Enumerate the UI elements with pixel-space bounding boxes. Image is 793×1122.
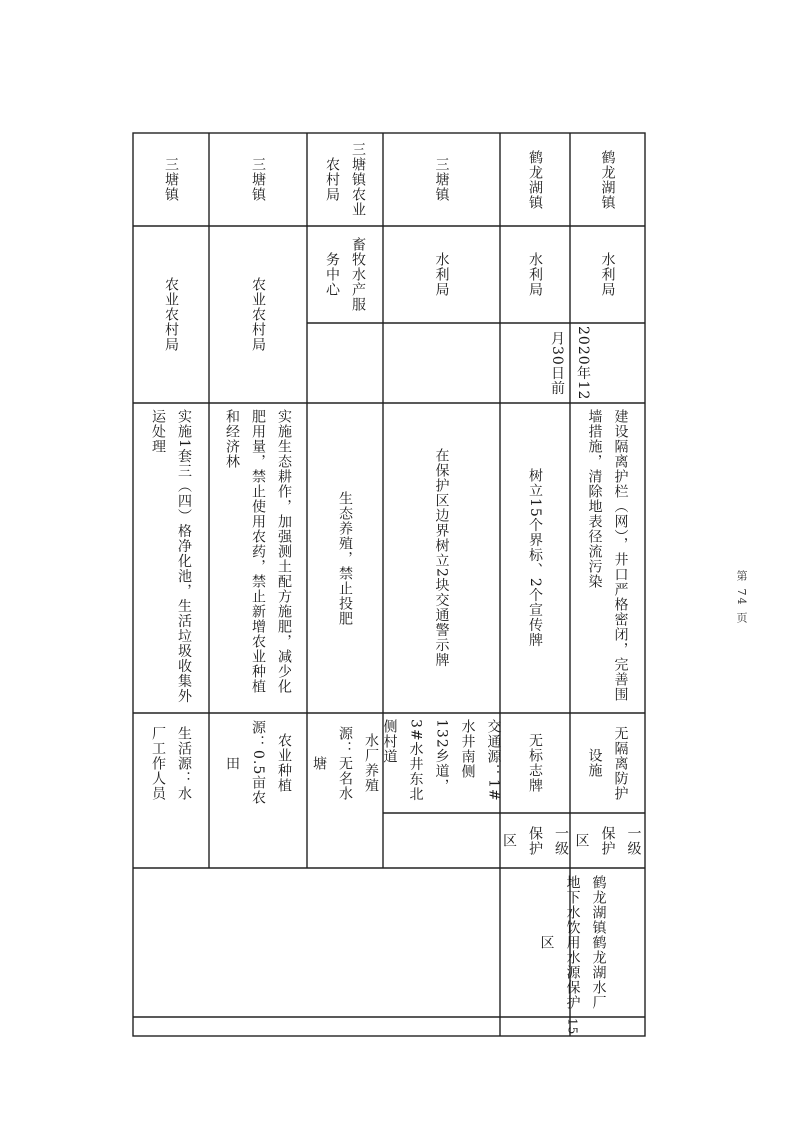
issue-cell: 无标志牌 xyxy=(527,733,543,793)
row-number-cell: 15 xyxy=(565,1017,580,1036)
agency-cell: 农业农村局 xyxy=(163,277,179,352)
agency-cell: 水利局 xyxy=(433,252,450,297)
area-name-cell: 鹤龙湖镇鹤龙湖水厂地下水饮用水源保护区 xyxy=(538,875,607,1010)
measure-cell: 生态养殖，禁止投肥 xyxy=(337,490,353,626)
page-number: 第 74 页 xyxy=(735,570,748,625)
town-cell: 鹤龙湖镇 xyxy=(599,149,616,210)
zone-cell: 一级保护区 xyxy=(501,825,569,856)
measure-cell: 树立15个界标、2个宣传牌 xyxy=(527,468,543,648)
issue-cell: 农业种植源：0.5亩农田 xyxy=(224,720,292,806)
town-cell: 三塘镇 xyxy=(250,157,266,202)
town-cell: 三塘镇农业农村局 xyxy=(324,142,366,217)
measure-cell: 在保护区边界树立2块交通警示牌 xyxy=(433,448,450,668)
measure-cell: 实施1套三（四）格净化池，生活垃圾收集外运处理 xyxy=(150,409,192,704)
issue-cell: 交通源：1#水井南侧132乡道，3#水井东北侧村道 xyxy=(381,719,502,802)
agency-cell: 水利局 xyxy=(527,252,543,297)
zone-cell: 一级保护区 xyxy=(573,825,642,856)
issue-cell: 生活源：水厂工作人员 xyxy=(150,725,192,801)
agency-cell: 水利局 xyxy=(599,252,616,297)
town-cell: 三塘镇 xyxy=(433,157,450,202)
agency-cell: 畜牧水产服务中心 xyxy=(324,237,366,312)
measure-cell: 实施生态耕作，加强测土配方施肥，减少化肥用量，禁止使用农药，禁止新增农业种植和经济林 xyxy=(224,409,292,694)
issue-cell: 无隔离防护设施 xyxy=(586,725,629,801)
measure-cell: 建设隔离护栏（网），井口严格密闭，完善围墙措施，清除地表径流污染 xyxy=(586,409,629,702)
town-cell: 鹤龙湖镇 xyxy=(527,149,543,210)
agency-cell: 农业农村局 xyxy=(250,277,266,352)
town-cell: 三塘镇 xyxy=(163,157,179,202)
issue-cell: 水厂养殖源：无名水塘 xyxy=(311,725,379,801)
deadline-cell: 2020年12月30日前 xyxy=(549,325,591,401)
